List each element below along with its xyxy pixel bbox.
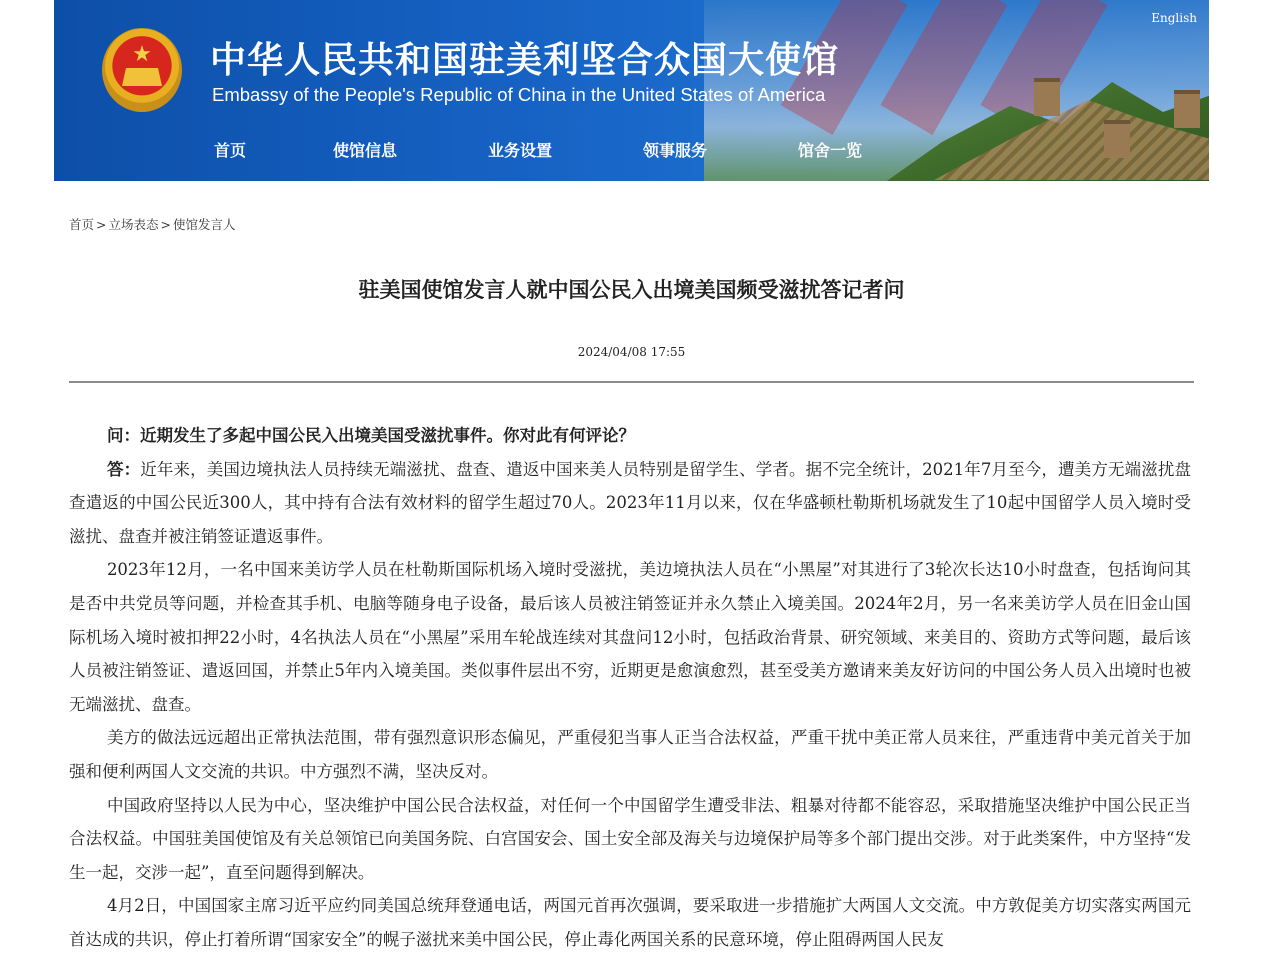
article-body — [69, 419, 1191, 957]
answer-paragraph — [69, 453, 1191, 554]
breadcrumb-position-statements[interactable]: 立场表态 — [108, 217, 159, 232]
main-navigation — [54, 138, 954, 168]
site-title-english: Embassy of the People's Republic of China in the United States of America — [212, 84, 826, 105]
site-header — [54, 0, 1209, 181]
watchtower-illustration — [1034, 78, 1060, 116]
breadcrumb — [69, 215, 236, 233]
body-paragraph: 中国政府坚持以人民为中心，坚决维护中国公民合法权益，对任何一个中国留学生遭受非法、粗暴对待都不能容忍，采取措施坚决维护中国公民正当合法权益。中国驻美国使馆及有关总领馆已向美国务院、白宫国安会、国土安全部及海关与边境保护局等多个部门提出交涉。对于此类案件，中方坚持“发生一起，交涉一起”，直至问题得到解决。 — [69, 795, 1191, 882]
body-paragraph: 4月2日，中国国家主席习近平应约同美国总统拜登通电话，两国元首再次强调，要采取进一步措施扩大两国人文交流。中方敦促美方切实落实两国元首达成的共识，停止打着所谓“国家安全”的幌子滋扰来美中国公民，停止毒化两国关系的民意环境，停止阻碍两国人民友 — [69, 896, 1191, 949]
question-paragraph: 问：近期发生了多起中国公民入出境美国受滋扰事件。你对此有何评论？ — [106, 426, 635, 445]
breadcrumb-spokesperson[interactable]: 使馆发言人 — [173, 217, 236, 232]
answer-text: 近年来，美国边境执法人员持续无端滋扰、盘查、遣返中国来美人员特别是留学生、学者。据不完全统计，2021年7月至今，遭美方无端滋扰盘查遣返的中国公民近300人，其中持有合法有效材料的留学生超过70人。2023年11月以来，仅在华盛顿杜勒斯机场就发生了10起中国留学人员入境时受滋扰、盘查并被注销签证遣返事件。 — [69, 459, 1191, 546]
site-title-chinese: 中华人民共和国驻美利坚合众国大使馆 — [210, 40, 840, 81]
nav-item-services[interactable]: 业务设置 — [488, 141, 553, 160]
nav-item-home[interactable]: 首页 — [214, 141, 247, 160]
nav-item-consular[interactable]: 领事服务 — [643, 141, 708, 160]
english-language-link[interactable]: English — [1151, 11, 1197, 25]
watchtower-illustration — [1174, 90, 1200, 128]
star-icon: ★ — [132, 42, 152, 67]
article-date: 2024/04/08 17:55 — [577, 345, 686, 359]
breadcrumb-separator: > — [160, 217, 171, 232]
body-paragraph: 2023年12月，一名中国来美访学人员在杜勒斯国际机场入境时受滋扰，美边境执法人员在“小黑屋”对其进行了3轮次长达10小时盘查，包括询问其是否中共党员等问题，并检查其手机、电脑等随身电子设备，最后该人员被注销签证并永久禁止入境美国。2024年2月，另一名来美访学人员在旧金山国际机场入境时被扣押22小时，4名执法人员在“小黑屋”采用车轮战连续对其盘问12小时，包括政治背景、研究领域、来美目的、资助方式等问题，最后该人员被注销签证、遣返回国，并禁止5年内入境美国。类似事件层出不穷，近期更是愈演愈烈，甚至受美方邀请来美友好访问的中国公务人员入出境时也被无端滋扰、盘查。 — [69, 560, 1191, 714]
title-divider — [69, 381, 1194, 383]
breadcrumb-home[interactable]: 首页 — [69, 217, 95, 232]
body-paragraph: 美方的做法远远超出正常执法范围，带有强烈意识形态偏见，严重侵犯当事人正当合法权益，严重干扰中美正常人员来往，严重违背中美元首关于加强和便利两国人文交流的共识。中方强烈不满，坚决反对。 — [69, 728, 1191, 781]
nav-item-embassy-info[interactable]: 使馆信息 — [333, 141, 398, 160]
answer-label: 答： — [106, 459, 141, 479]
watchtower-illustration — [1104, 120, 1130, 158]
breadcrumb-separator: > — [96, 217, 107, 232]
tiananmen-gate-icon — [122, 68, 162, 86]
article-title: 驻美国使馆发言人就中国公民入出境美国频受滋扰答记者问 — [358, 277, 905, 302]
national-emblem-icon — [102, 28, 182, 112]
nav-item-buildings[interactable]: 馆舍一览 — [798, 141, 863, 160]
